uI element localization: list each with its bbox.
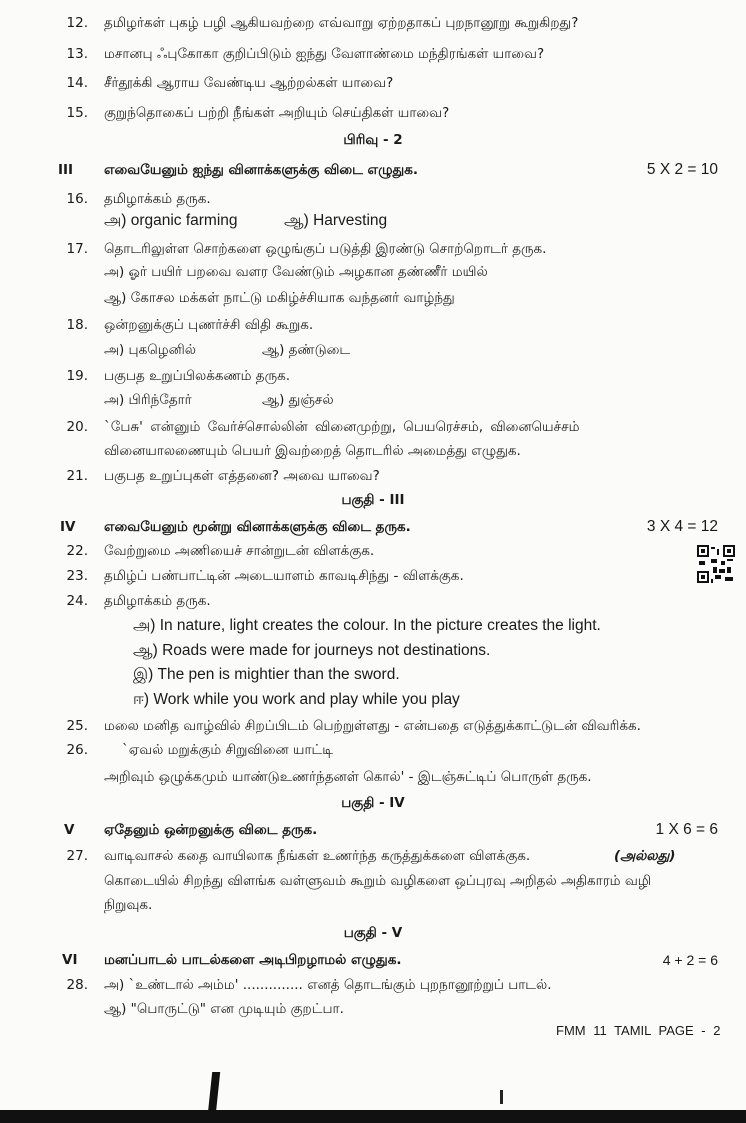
question-text-line2: வினையாலணையும் பெயர் இவற்றைத் தொடரில் அமைத்து எழுதுக. xyxy=(104,443,521,459)
roman-numeral: III xyxy=(58,162,74,178)
section-instruction: எவையேனும் ஐந்து வினாக்களுக்கு விடை எழுதுக. xyxy=(104,162,418,178)
question-number: 26. xyxy=(66,742,88,758)
question-text: மசானபு ஃபுகோகா குறிப்பிடும் ஐந்து வேளாண்மை மந்திரங்கள் யாவை? xyxy=(104,46,545,62)
section-heading: பகுதி - V xyxy=(343,925,403,941)
question-text: தமிழாக்கம் தருக. xyxy=(104,191,211,207)
option-a: அ) புகழெனில் xyxy=(104,342,196,358)
question-number: 23. xyxy=(66,568,88,584)
question-text: சீர்தூக்கி ஆராய வேண்டிய ஆற்றல்கள் யாவை? xyxy=(104,75,394,91)
question-text: தமிழ்ப் பண்பாட்டின் அடையாளம் காவடிசிந்து - விளக்குக. xyxy=(104,568,464,584)
option-a: அ) ஓர் பயிர் பறவை வளர வேண்டும் அழகான தண்ணீர் மயில் xyxy=(104,264,488,280)
option-b: ஆ) தண்டுடை xyxy=(262,342,351,358)
section-instruction: மனப்பாடல் பாடல்களை அடிபிறழாமல் எழுதுக. xyxy=(104,952,402,968)
option-a: அ) organic farming xyxy=(104,212,238,229)
question-text: தொடரிலுள்ள சொற்களை ஒழுங்குப் படுத்தி இரண்டு சொற்றொடர் தருக. xyxy=(104,241,547,257)
or-label: (அல்லது) xyxy=(614,848,676,864)
scan-mark xyxy=(208,1072,220,1114)
question-number: 22. xyxy=(66,543,88,559)
option-a: அ) In nature, light creates the colour. In the picture creates the light. xyxy=(133,617,601,634)
question-text: பகுபத உறுப்பிலக்கணம் தருக. xyxy=(104,368,291,384)
page-footer: FMM 11 TAMIL PAGE - 2 xyxy=(556,1023,721,1038)
option-d: ஈ) Work while you work and play while you play xyxy=(133,691,460,708)
question-text-line1: `பேசு' என்னும் வேர்ச்சொல்லின் வினைமுற்று, பெயரெச்சம், வினையெச்சம் xyxy=(104,419,580,435)
option-b: ஆ) Roads were made for journeys not destinations. xyxy=(133,642,491,659)
option-b: ஆ) துஞ்சல் xyxy=(262,392,334,408)
question-text: குறுந்தொகைப் பற்றி நீங்கள் அறியும் செய்திகள் யாவை? xyxy=(104,105,450,121)
option-a: அ) `உண்டால் அம்ம' .............. எனத் தொடங்கும் புறநானூற்றுப் பாடல். xyxy=(104,977,552,993)
qr-code-icon xyxy=(697,545,735,583)
question-text-line2: அறிவும் ஒழுக்கமும் யாண்டுஉணர்ந்தனள் கொல்' - இடஞ்சுட்டிப் பொருள் தருக. xyxy=(104,769,592,785)
option-b: ஆ) Harvesting xyxy=(284,212,388,229)
roman-numeral: V xyxy=(64,822,75,838)
roman-numeral: IV xyxy=(60,519,76,535)
scan-edge xyxy=(0,1110,746,1123)
section-marks: 3 X 4 = 12 xyxy=(646,518,718,535)
question-number: 21. xyxy=(66,468,88,484)
section-heading: பிரிவு - 2 xyxy=(343,132,403,148)
section-instruction: ஏதேனும் ஒன்றனுக்கு விடை தருக. xyxy=(104,822,318,838)
question-text: பகுபத உறுப்புகள் எத்தனை? அவை யாவை? xyxy=(104,468,380,484)
question-text: மலை மனித வாழ்வில் சிறப்பிடம் பெற்றுள்ளது - என்பதை எடுத்துக்காட்டுடன் விவரிக்க. xyxy=(104,718,641,734)
option-b: ஆ) கோசல மக்கள் நாட்டு மகிழ்ச்சியாக வந்தனர் வாழ்ந்து xyxy=(104,290,455,306)
question-number: 17. xyxy=(66,241,88,257)
question-number: 28. xyxy=(66,977,88,993)
roman-numeral: VI xyxy=(62,952,78,968)
question-text-line2: கொடையில் சிறந்து விளங்க வள்ளுவம் கூறும் வழிகளை ஒப்புரவு அறிதல் அதிகாரம் வழி xyxy=(104,873,652,889)
question-text: ஒன்றனுக்குப் புணர்ச்சி விதி கூறுக. xyxy=(104,317,314,333)
section-marks: 4 + 2 = 6 xyxy=(662,952,718,968)
question-text: தமிழாக்கம் தருக. xyxy=(104,593,211,609)
question-number: 14. xyxy=(66,75,88,91)
question-number: 20. xyxy=(66,419,88,435)
section-heading: பகுதி - III xyxy=(341,492,405,508)
question-text-line3: நிறுவுக. xyxy=(104,897,153,913)
option-c: இ) The pen is mightier than the sword. xyxy=(133,666,400,683)
question-number: 24. xyxy=(66,593,88,609)
question-number: 12. xyxy=(66,15,88,31)
question-number: 15. xyxy=(66,105,88,121)
question-text: வேற்றுமை அணியைச் சான்றுடன் விளக்குக. xyxy=(104,543,375,559)
option-b: ஆ) "பொருட்டு" என முடியும் குறட்பா. xyxy=(104,1001,344,1017)
scan-mark xyxy=(500,1090,503,1104)
question-text-line1: வாடிவாசல் கதை வாயிலாக நீங்கள் உணர்ந்த கருத்துக்களை விளக்குக. xyxy=(104,848,531,864)
section-marks: 5 X 2 = 10 xyxy=(646,161,718,178)
section-marks: 1 X 6 = 6 xyxy=(655,821,718,838)
option-a: அ) பிரிந்தோர் xyxy=(104,392,192,408)
question-text-line1: `ஏவல் மறுக்கும் சிறுவினை யாட்டி xyxy=(122,742,334,758)
section-heading: பகுதி - IV xyxy=(341,795,405,811)
question-text: தமிழர்கள் புகழ் பழி ஆகியவற்றை எவ்வாறு ஏற்றதாகப் புறநானூறு கூறுகிறது? xyxy=(104,15,579,31)
question-number: 13. xyxy=(66,46,88,62)
section-instruction: எவையேனும் மூன்று வினாக்களுக்கு விடை தருக. xyxy=(104,519,411,535)
question-number: 25. xyxy=(66,718,88,734)
question-number: 19. xyxy=(66,368,88,384)
question-number: 16. xyxy=(66,191,88,207)
question-number: 18. xyxy=(66,317,88,333)
question-number: 27. xyxy=(66,848,88,864)
